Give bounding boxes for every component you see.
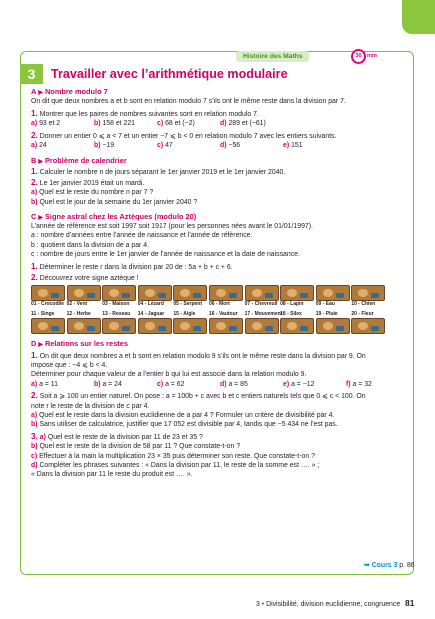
aztec-glyph-image xyxy=(280,318,314,334)
aztec-sign xyxy=(173,311,207,335)
aztec-sign-label: 14 - Jaguar xyxy=(137,310,165,317)
aztec-glyph-image xyxy=(31,318,65,334)
b-question-2: 2. Le 1er janvier 2019 était un mardi. xyxy=(31,178,145,188)
a-question-1: 1. Montrer que les paires de nombres suivantes sont en relation modulo 7. xyxy=(31,108,259,118)
course-reference-link[interactable] xyxy=(364,561,415,570)
aztec-sign xyxy=(67,285,101,309)
aztec-sign-label: 17 - Mouvement xyxy=(244,310,283,317)
aztec-glyph-image xyxy=(245,285,279,301)
arrow-icon: ▶ xyxy=(38,342,43,349)
arrow-icon: ▶ xyxy=(38,90,43,96)
aztec-sign-label: 05 - Serpent xyxy=(173,301,202,308)
exercise-title: Travailler avec l’arithmétique modulaire xyxy=(51,67,288,81)
aztec-sign xyxy=(138,311,172,335)
aztec-glyph-image xyxy=(67,318,101,334)
d-question-2b: b) Sans utiliser de calculatrice, justifier que 17 052 est divisible par 4, tandis que −5 434 ne l’est pas. xyxy=(31,421,338,429)
d-question-1: 1. On dit que deux nombres a et b sont en relation modulo 9 s’ils ont le même reste dans la division par 9. On xyxy=(31,350,366,360)
aztec-glyph-image xyxy=(280,285,314,301)
aztec-sign-label: 02 - Vent xyxy=(66,301,88,308)
aztec-glyph-image xyxy=(351,318,385,334)
aztec-sign-label: 11 - Singe xyxy=(31,310,55,317)
aztec-glyph-image xyxy=(138,285,172,301)
option: c) a = 62 xyxy=(157,380,185,388)
aztec-sign-label: 20 - Fleur xyxy=(351,310,374,317)
d-question-2a: a) Quel est le reste dans la division euclidienne de a par 4 ? Formuler un critère de divisibilité par 4. xyxy=(31,411,335,419)
aztec-sign-label: 03 - Maison xyxy=(102,301,130,308)
aztec-sign xyxy=(316,285,350,309)
aztec-sign xyxy=(351,311,385,335)
aztec-glyph-image xyxy=(245,318,279,334)
aztec-sign-label: 12 - Herbe xyxy=(66,310,91,317)
aztec-sign xyxy=(31,311,65,335)
aztec-sign xyxy=(280,285,314,309)
aztec-glyph-image xyxy=(102,318,136,334)
aztec-sign xyxy=(173,285,207,309)
b-question-2b: b) Quel est le jour de la semaine du 1er janvier 2040 ? xyxy=(31,198,198,206)
page-number: 81 xyxy=(405,598,415,608)
aztec-sign xyxy=(245,285,279,309)
option: e) a = −12 xyxy=(283,380,315,388)
exercise-content xyxy=(31,87,409,480)
option: b) a = 24 xyxy=(94,380,122,388)
a-q1-options xyxy=(31,119,409,128)
aztec-sign-label: 04 - Lézard xyxy=(137,301,164,308)
aztec-glyph-image xyxy=(316,285,350,301)
c-line: b : quotient dans la division de a par 4. xyxy=(31,241,149,249)
c-line: L’année de référence est soit 1997 soit 1917 (pour les personnes nées avant le 01/01/1997). xyxy=(31,223,313,231)
option: d) 289 et (−61) xyxy=(220,120,266,128)
timer-icon xyxy=(351,49,366,64)
section-d-heading: D ▶ Relations sur les restes xyxy=(31,339,128,349)
aztec-sign xyxy=(351,285,385,309)
aztec-glyph-image xyxy=(102,285,136,301)
timer-unit: min xyxy=(367,52,377,59)
aztec-sign xyxy=(102,285,136,309)
aztec-sign-label: 10 - Chien xyxy=(351,301,376,308)
aztec-sign-label: 01 - Crocodile xyxy=(31,301,65,308)
aztec-sign xyxy=(316,311,350,335)
d-question-2: 2. Soit a ⩾ 100 un entier naturel. On pose : a = 100b + c avec b et c entiers naturels tels que 0 ⩽ c < 100. On xyxy=(31,391,366,401)
aztec-glyph-image xyxy=(209,318,243,334)
c-question-1: 1. Déterminer le reste r dans la division par 20 de : 5a + b + c + 6. xyxy=(31,261,233,271)
d-question-3d-cont: « Dans la division par 11 le reste du produit est …. ». xyxy=(31,471,193,479)
arrow-icon: ▶ xyxy=(38,215,43,221)
aztec-signs-row-1 xyxy=(31,285,409,309)
aztec-sign xyxy=(102,311,136,335)
aztec-glyph-image xyxy=(316,318,350,334)
b-question-1: 1. Calculer le nombre n de jours séparant le 1er janvier 2019 et le 1er janvier 2040. xyxy=(31,166,286,176)
section-a-intro: On dit que deux nombres a et b sont en relation modulo 7 s’ils ont le même reste dans la division par 7. xyxy=(31,98,346,106)
option: c) 68 et (−2) xyxy=(157,120,195,128)
aztec-sign-label: 19 - Pluie xyxy=(315,310,338,317)
aztec-sign xyxy=(67,311,101,335)
aztec-sign-label: 09 - Eau xyxy=(315,301,335,308)
a-question-2: 2. Donner un entier 0 ⩽ a < 7 et un entier −7 ⩽ b < 0 en relation modulo 7 avec les entiers suivants. xyxy=(31,131,337,141)
b-question-2a: a) Quel est le reste du nombre n par 7 ? xyxy=(31,189,154,197)
aztec-glyph-image xyxy=(138,318,172,334)
aztec-sign-label: 07 - Chevreuil xyxy=(244,301,278,308)
aztec-glyph-image xyxy=(31,285,65,301)
page-footer: 3 • Divisibilité, division euclidienne, congruence xyxy=(256,601,401,608)
aztec-sign xyxy=(244,310,283,335)
corner-tab xyxy=(402,0,435,34)
reference-label: Cours 3 xyxy=(371,562,398,569)
arrow-icon: ▶ xyxy=(38,158,43,165)
option: a) 24 xyxy=(31,142,47,150)
d-question-1-cont: impose que : −4 ⩽ b < 4. xyxy=(31,361,108,369)
d-question-3b: b) Quel est le reste de la division de 58 par 11 ? Que constate-t-on ? xyxy=(31,443,241,451)
aztec-sign-label: 13 - Roseau xyxy=(102,310,131,317)
c-line: a : nombre d’années entre l’année de naissance et l’année de référence. xyxy=(31,232,253,240)
aztec-sign xyxy=(31,285,65,309)
d-question-3d: d) Compléter les phrases suivantes : « Dans la division par 11, le reste de la somme est …. » ; xyxy=(31,462,320,469)
c-line: c : nombre de jours entre le 1er janvier de l’année de naissance et la date de naissance. xyxy=(31,251,300,259)
aztec-signs-row-2 xyxy=(31,311,409,335)
aztec-sign xyxy=(209,285,243,309)
aztec-sign xyxy=(138,285,172,309)
d-question-3c: c) Effectuer à la main la multiplication 23 × 35 puis déterminer son reste. Que constate-t-on ? xyxy=(31,452,315,460)
aztec-glyph-image xyxy=(67,285,101,301)
exercise-number: 3 xyxy=(20,64,43,84)
history-tab: Histoire des Maths xyxy=(236,51,309,62)
aztec-glyph-image xyxy=(351,285,385,301)
timer-value: 30 xyxy=(355,52,362,59)
aztec-sign-label: 08 - Lapin xyxy=(280,301,304,308)
aztec-glyph-image xyxy=(209,285,243,301)
option: b) 158 et 221 xyxy=(94,120,136,128)
aztec-sign-label: 15 - Aigle xyxy=(173,310,196,317)
d-q1-options xyxy=(31,380,409,389)
section-b-heading: B ▶ Problème de calendrier xyxy=(31,155,127,165)
d-question-1-instruction: Déterminer pour chaque valeur de a l’entier b qui lui est associé dans la relation modulo 9. xyxy=(31,371,307,379)
timer xyxy=(351,49,377,64)
section-a-heading: A ▶ Nombre modulo 7 xyxy=(31,87,108,96)
option: d) a = 85 xyxy=(220,380,248,388)
option: a) 93 et 2 xyxy=(31,120,61,128)
d-question-2-cont: note r le reste de la division de c par 4. xyxy=(31,402,150,410)
aztec-sign xyxy=(280,311,314,335)
option: d) −56 xyxy=(220,142,241,150)
option: a) a = 11 xyxy=(31,380,58,388)
reference-page: p. 86 xyxy=(399,562,415,569)
aztec-sign xyxy=(209,311,243,335)
aztec-glyph-image xyxy=(173,318,207,334)
c-question-2: 2. Découvrez votre signe aztèque ! xyxy=(31,273,139,283)
option: b) −19 xyxy=(94,142,115,150)
section-c-heading: C ▶ Signe astral chez les Aztèques (modulo 20) xyxy=(31,212,197,221)
option: e) 151 xyxy=(283,142,303,150)
aztec-sign-label: 06 - Mort xyxy=(208,301,230,308)
aztec-sign-label: 16 - Vautour xyxy=(208,310,238,317)
a-q2-options xyxy=(31,141,409,150)
option: c) 47 xyxy=(157,142,173,150)
aztec-sign-label: 18 - Silex xyxy=(280,310,302,317)
d-question-3a: 3. a) Quel est le reste de la division par 11 de 23 et 35 ? xyxy=(31,432,203,442)
aztec-glyph-image xyxy=(173,285,207,301)
option: f) a = 32 xyxy=(346,380,372,388)
reference-arrow-icon: ➥ xyxy=(364,562,370,569)
